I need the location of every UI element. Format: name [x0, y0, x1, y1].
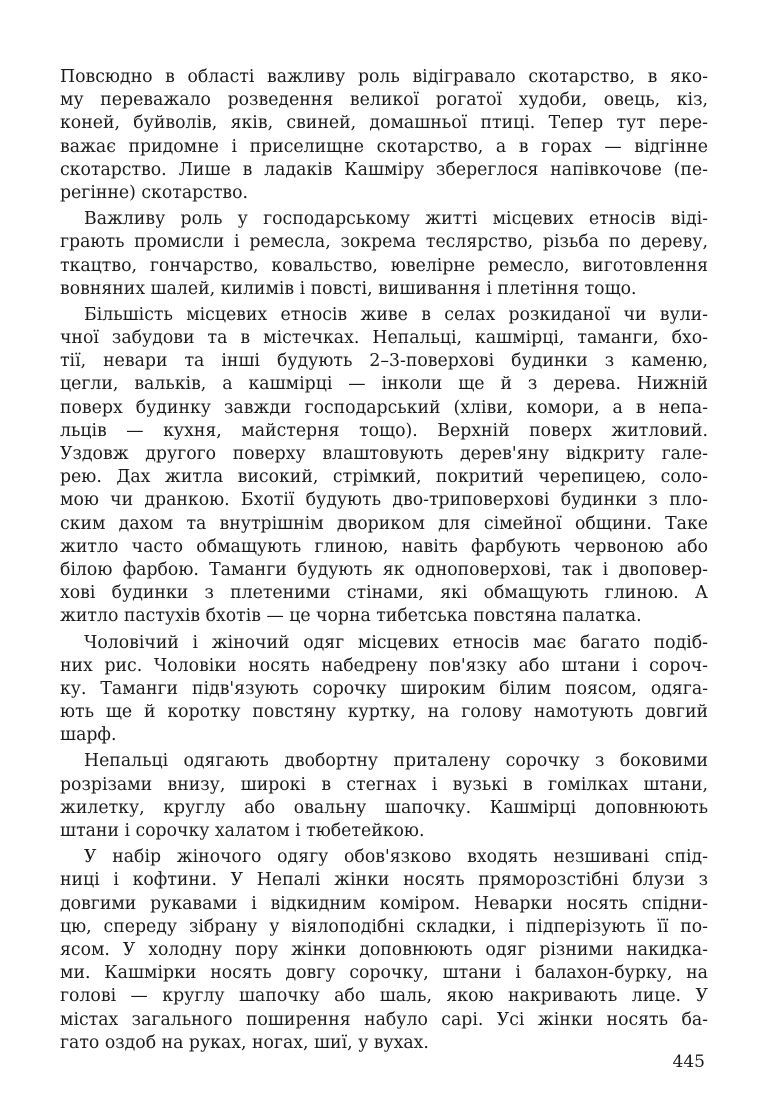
paragraph-livestock: [60, 66, 708, 205]
text-line: штани і сорочку халатом і тюбетейкою.: [60, 821, 425, 841]
text-line: житло пастухів бхотів — це чорна тибетська повстяна палатка.: [60, 606, 642, 627]
text-line: ниці і кофтини. У Непалі жінки носять пряморозстібні блузи з: [60, 870, 708, 891]
text-line: рею. Дах житла високий, стрімкий, покритий черепицею, соло-: [60, 467, 708, 488]
text-line: Повсюдно в області важливу роль відігравало скотарство, в яко-: [60, 67, 708, 87]
text-line: голові — круглу шапочку або шаль, якою накривають лице. У: [60, 986, 708, 1007]
text-line: хові будинки з плетеними стінами, які обмащують глиною. А: [60, 583, 708, 604]
paragraph-clothing-nepal: [60, 750, 708, 843]
text-line: му переважало розведення великої рогатої худоби, овець, кіз,: [60, 90, 708, 111]
text-line: поверх будинку завжди господарський (хліви, комори, а в непа-: [60, 397, 708, 418]
text-line: коней, буйволів, яків, свиней, домашньої птиці. Тепер тут пере-: [60, 113, 708, 134]
text-line: ку. Таманги підв'язують сорочку широким білим поясом, одяга-: [60, 678, 708, 699]
text-line: Непальці одягають двобортну приталену сорочку з боковими: [84, 751, 708, 772]
text-line: регінне) скотарство.: [60, 182, 249, 203]
text-line: ясом. У холодну пору жінки доповнюють одяг різними накидка-: [60, 939, 708, 960]
text-line: вовняних шалей, килимів і повсті, вишивання і плетіння тощо.: [60, 278, 637, 299]
text-line: цю, спереду зібрану у віялоподібні складки, і підперізують її по-: [60, 916, 708, 937]
text-line: шарф.: [60, 725, 117, 746]
text-line: Уздовж другого поверху влаштовують дерев'яну відкриту гале-: [60, 444, 708, 464]
text-line: гато оздоб на руках, ногах, шиї, у вухах.: [60, 1032, 429, 1053]
text-line: Більшість місцевих етносів живе в селах розкиданої чи вули-: [84, 304, 708, 325]
text-line: ють ще й коротку повстяну куртку, на голову намотують довгий: [60, 702, 708, 723]
text-line: білою фарбою. Таманги будують як одноповерхові, так і двоповер-: [60, 559, 708, 580]
paragraph-crafts: [60, 208, 708, 301]
text-line: розрізами внизу, широкі в стегнах і вузькі в гомілках штани,: [60, 774, 708, 795]
text-line: Чоловічий і жіночий одяг місцевих етносів має багато подіб-: [84, 632, 708, 653]
text-line: довгими рукавами і відкидним коміром. Неварки носять спідни-: [60, 893, 708, 914]
paragraph-housing: [60, 304, 708, 629]
text-line: жилетку, круглу або овальну шапочку. Кашмірці доповнюють: [60, 797, 708, 818]
text-line: ским дахом та внутрішнім двориком для сімейної общини. Таке: [60, 513, 708, 534]
text-line: містах загального поширення набуло сарі. Усі жінки носять ба-: [60, 1009, 708, 1030]
page-body: [60, 66, 708, 1058]
text-line: У набір жіночого одягу обов'язково входять незшивані спід-: [84, 847, 708, 868]
text-line: них рис. Чоловіки носять набедрену пов'язку або штани і сороч-: [60, 655, 708, 676]
paragraph-clothing-women: [60, 846, 708, 1055]
page-number: 445: [672, 1052, 705, 1072]
text-line: житло часто обмащують глиною, навіть фарбують червоною або: [60, 536, 708, 557]
text-line: ми. Кашмірки носять довгу сорочку, штани і балахон-бурку, на: [60, 963, 708, 984]
text-line: льців — кухня, майстерня тощо). Верхній поверх житловий.: [60, 420, 708, 441]
text-line: чної забудови та в містечках. Непальці, кашмірці, таманги, бхо-: [60, 328, 708, 349]
paragraph-clothing-men: [60, 632, 708, 748]
text-line: мою чи дранкою. Бхотії будують дво-триповерхові будинки з пло-: [60, 490, 708, 511]
text-line: ткацтво, гончарство, ковальство, ювелірне ремесло, виготовлення: [60, 255, 708, 276]
text-line: тії, невари та інші будують 2–3-поверхові будинки з каменю,: [60, 351, 708, 372]
text-line: Важливу роль у господарському житті місцевих етносів віді-: [84, 209, 708, 230]
text-line: грають промисли і ремесла, зокрема теслярство, різьба по дереву,: [60, 232, 708, 253]
text-line: скотарство. Лише в ладаків Кашміру збереглося напівкочове (пе-: [60, 159, 708, 180]
text-line: важає придомне і приселищне скотарство, а в горах — відгінне: [60, 136, 708, 157]
text-line: цегли, вальків, а кашмірці — інколи ще й з дерева. Нижній: [60, 374, 708, 395]
